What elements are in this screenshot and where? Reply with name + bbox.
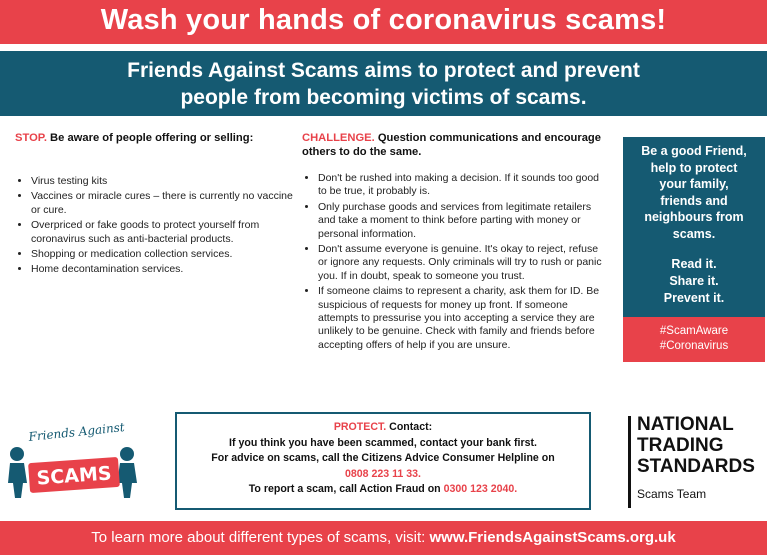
footer-text bbox=[0, 529, 767, 546]
action-fraud-phone[interactable]: 0300 123 2040. bbox=[443, 483, 518, 496]
list-item: • Home decontamination services. bbox=[31, 263, 295, 276]
protect-heading bbox=[175, 420, 591, 436]
challenge-list bbox=[302, 172, 602, 352]
list-item: • Don't assume everyone is genuine. It's okay to reject, refuse or ignore any requests. Only criminals will try to rush or panic you. If in doubt, speak to someone you trust. bbox=[318, 243, 602, 283]
subtitle-line-1: Friends Against Scams aims to protect and prevent bbox=[127, 59, 640, 82]
stop-section bbox=[15, 131, 295, 279]
list-item: • Shopping or medication collection services. bbox=[31, 248, 295, 261]
list-item: • Overpriced or fake goods to protect yourself from coronavirus such as anti-bacterial products. bbox=[31, 219, 295, 246]
protect-keyword: PROTECT. bbox=[333, 421, 387, 433]
logo-scams-text: SCAMS bbox=[35, 462, 113, 490]
nts-line-national: NATIONAL bbox=[637, 414, 734, 435]
sidebar-message-line: help to protect bbox=[650, 160, 738, 175]
footer-url-link[interactable]: www.FriendsAgainstScams.org.uk bbox=[429, 529, 676, 546]
nts-logo-bar bbox=[628, 416, 631, 508]
sidebar-message bbox=[623, 143, 765, 242]
list-item: • If someone claims to represent a charity, ask them for ID. Be suspicious of requests for money up front. If someone attempts to pressurise you into accepting a service they are unlikely to be genuine. Check with family and friends before accepting offers of help if you are unsure. bbox=[318, 285, 602, 352]
protect-heading-text: Contact: bbox=[386, 421, 433, 433]
stop-heading bbox=[15, 131, 295, 145]
sidebar-message-line: scams. bbox=[672, 226, 716, 241]
list-item: • Don't be rushed into making a decision. If it sounds too good to be true, it probably is. bbox=[318, 172, 602, 199]
protect-line-3-text: To report a scam, call Action Fraud on bbox=[248, 483, 444, 496]
nts-line-standards: STANDARDS bbox=[637, 456, 755, 477]
protect-section bbox=[175, 420, 591, 498]
challenge-section bbox=[302, 131, 602, 354]
consumer-helpline-phone[interactable]: 0808 223 11 33. bbox=[345, 467, 421, 480]
challenge-heading-text: Question communications and encourage others to do the same. bbox=[302, 132, 601, 158]
protect-line-3 bbox=[175, 482, 591, 498]
subtitle-line-2: people from becoming victims of scams. bbox=[180, 86, 587, 109]
sidebar-message-line: neighbours from bbox=[644, 210, 744, 224]
list-item: • Virus testing kits bbox=[31, 175, 295, 188]
footer-prefix: To learn more about different types of scams, visit: bbox=[91, 529, 430, 546]
friends-against-scams-logo bbox=[5, 418, 143, 508]
protect-line-1: If you think you have been scammed, contact your bank first. bbox=[229, 436, 537, 449]
page-title: Wash your hands of coronavirus scams! bbox=[100, 4, 667, 36]
cta-read: Read it. bbox=[671, 257, 717, 271]
hashtag-coronavirus: #Coronavirus bbox=[659, 340, 729, 352]
logo-top-text: Friends Against bbox=[27, 420, 126, 445]
stop-list bbox=[15, 175, 295, 277]
list-item: • Vaccines or miracle cures – there is currently no vaccine or cure. bbox=[31, 190, 295, 217]
sidebar-cta bbox=[623, 256, 765, 307]
hashtag-box bbox=[623, 317, 765, 362]
hashtag-scamaware: #ScamAware bbox=[659, 325, 729, 337]
stop-keyword: STOP. bbox=[15, 132, 47, 144]
cta-share: Share it. bbox=[669, 274, 719, 288]
sidebar-message-line: friends and bbox=[660, 193, 728, 208]
protect-line-2: For advice on scams, call the Citizens Advice Consumer Helpline on bbox=[211, 452, 555, 465]
subtitle bbox=[40, 57, 727, 111]
cta-prevent: Prevent it. bbox=[663, 291, 725, 305]
sidebar-message-line: Be a good Friend, bbox=[641, 144, 747, 158]
nts-line-trading: TRADING bbox=[637, 435, 724, 456]
list-item: • Only purchase goods and services from legitimate retailers and take a moment to think before parting with money or personal information. bbox=[318, 201, 602, 241]
challenge-keyword: CHALLENGE. bbox=[302, 132, 375, 144]
challenge-heading bbox=[302, 131, 602, 159]
stop-heading-text: Be aware of people offering or selling: bbox=[46, 132, 254, 144]
sidebar-message-line: your family, bbox=[659, 177, 729, 191]
nts-scams-team: Scams Team bbox=[637, 487, 707, 501]
